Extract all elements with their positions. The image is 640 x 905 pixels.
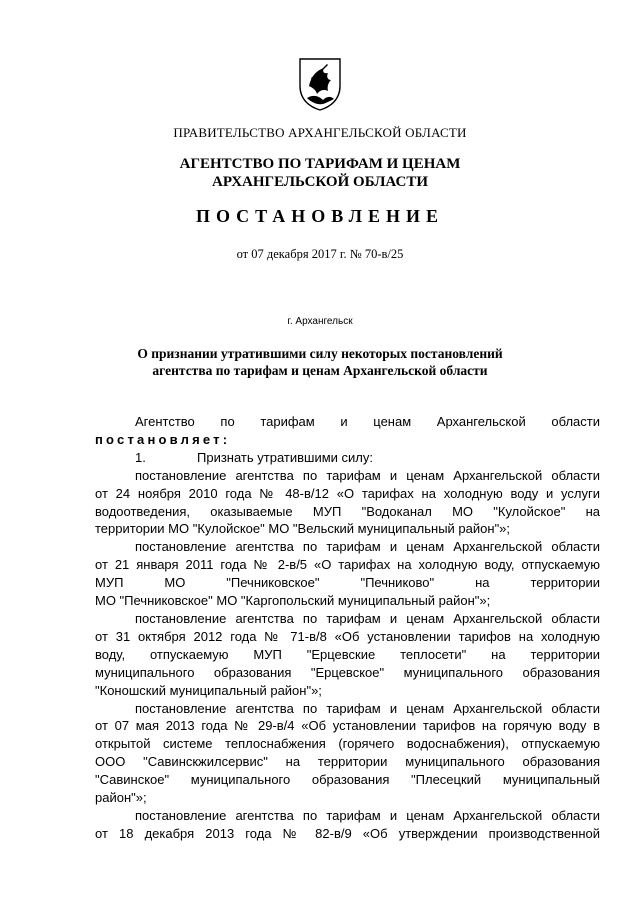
body-line: от 21 января 2011 года № 2-в/5 «О тарифах на холодную воду, отпускаемую	[95, 557, 600, 573]
body-line: территории МО "Кулойское" МО "Вельский муниципальный район"»;	[95, 521, 511, 537]
document-city: г. Архангельск	[287, 316, 353, 327]
body-line: муниципального образования "Ерцевское" муниципального образования	[95, 664, 600, 680]
coat-of-arms-icon	[297, 56, 343, 112]
body-line: район"»;	[95, 790, 147, 806]
body-line: "Савинское" муниципального образования "Плесецкий муниципальный	[95, 772, 600, 788]
body-line: постановление агентства по тарифам и ценам Архангельской области	[135, 700, 600, 716]
agency-name	[0, 155, 640, 191]
body-line: водоотведения, оказываемые МУП "Водоканал МО "Кулойское" на	[95, 503, 600, 519]
subject-line-2: агентства по тарифам и ценам Архангельской области	[152, 363, 488, 378]
body-line: от 24 ноября 2010 года № 48-в/12 «О тарифах на холодную воду и услуги	[95, 485, 600, 501]
government-name: ПРАВИТЕЛЬСТВО АРХАНГЕЛЬСКОЙ ОБЛАСТИ	[173, 125, 467, 140]
list-item-text: Признать утратившими силу:	[197, 449, 373, 465]
list-item-1	[95, 449, 600, 467]
document-subject	[0, 345, 640, 379]
body-line: ООО "Савинскжилсервис" на территории муниципального образования	[95, 754, 600, 770]
body-line: Агентство по тарифам и ценам Архангельской области	[135, 414, 600, 429]
document-body	[95, 413, 600, 843]
document-type: ПОСТАНОВЛЕНИЕ	[195, 206, 445, 226]
subject-line-1: О признании утратившими силу некоторых постановлений	[137, 346, 503, 361]
body-line: воду, отпускаемую МУП "Ерцевские теплосети" на территории	[95, 646, 600, 662]
body-line: от 31 октября 2012 года № 71-в/8 «Об установлении тарифов на холодную	[95, 628, 600, 644]
body-line: постановление агентства по тарифам и ценам Архангельской области	[135, 807, 600, 823]
body-line: открытой системе теплоснабжения (горячего водоснабжения), отпускаемую	[95, 736, 600, 752]
body-line: "Коношский муниципальный район"»;	[95, 682, 322, 698]
body-line: постановление агентства по тарифам и ценам Архангельской области	[135, 610, 600, 626]
document-date-number: от 07 декабря 2017 г. № 70-в/25	[236, 247, 404, 261]
list-item-number: 1.	[135, 449, 146, 465]
body-line: постановляет:	[95, 431, 231, 447]
body-line: МО "Печниковское" МО "Каргопольский муниципальный район"»;	[95, 593, 491, 609]
agency-name-line-2: АРХАНГЕЛЬСКОЙ ОБЛАСТИ	[212, 174, 428, 190]
body-line: постановление агентства по тарифам и ценам Архангельской области	[135, 467, 600, 483]
body-line: от 07 мая 2013 года № 29-в/4 «Об установлении тарифов на горячую воду в	[95, 718, 600, 734]
body-line: от 18 декабря 2013 года № 82-в/9 «Об утверждении производственной	[95, 825, 600, 841]
body-line: постановление агентства по тарифам и ценам Архангельской области	[135, 539, 600, 555]
body-line: МУП МО "Печниковское" "Печниково" на территории	[95, 575, 600, 591]
agency-name-line-1: АГЕНТСТВО ПО ТАРИФАМ И ЦЕНАМ	[179, 156, 461, 172]
